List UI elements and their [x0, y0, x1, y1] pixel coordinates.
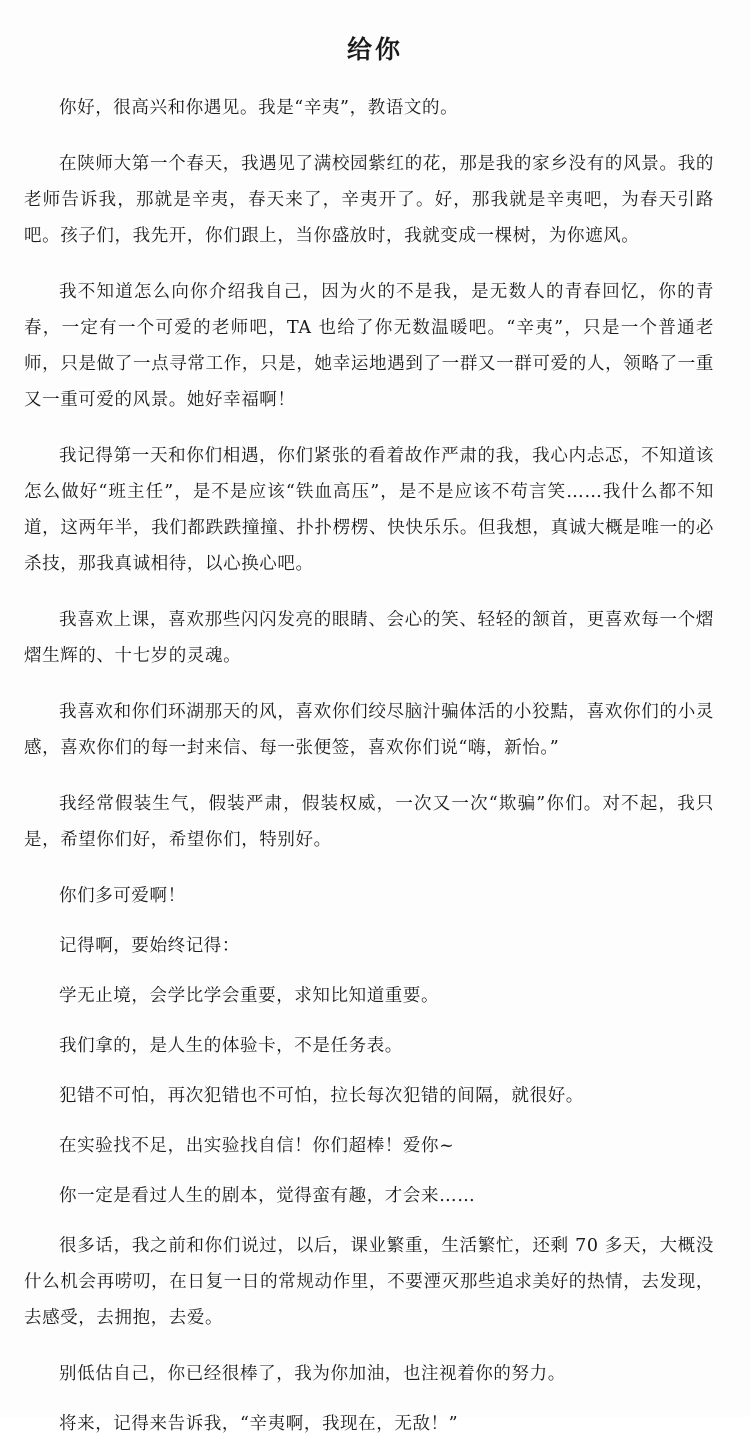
paragraph-mistakes: 犯错不可怕，再次犯错也不可怕，拉长每次犯错的间隔，就很好。 [59, 1086, 584, 1106]
paragraph-remember: 记得啊，要始终记得： [59, 936, 240, 956]
paragraph-love-class: 我喜欢上课，喜欢那些闪闪发亮的眼睛、会心的笑、轻轻的颔首，更喜欢每一个熠熠生辉的、十七岁的灵魂。 [24, 610, 714, 666]
letter-body [24, 90, 714, 1456]
paragraph-dont-underestimate: 别低估自己，你已经很棒了，我为你加油，也注视着你的努力。 [59, 1364, 566, 1384]
paragraph-greeting: 你好，很高兴和你遇见。我是“辛夷”，教语文的。 [59, 98, 459, 118]
paragraph-pretend: 我经常假装生气，假装严肃，假装权威，一次又一次“欺骗”你们。对不起，我只是，希望你们好，希望你们，特别好。 [24, 794, 714, 850]
paragraph-first-day: 我记得第一天和你们相遇，你们紧张的看着故作严肃的我，我心内忐忑，不知道该怎么做好“班主任”，是不是应该“铁血高压”，是不是应该不苟言笑……我什么都不知道，这两年半，我们都跌跌撞撞、扑扑楞楞、快快乐乐。但我想，真诚大概是唯一的必杀技，那我真诚相待，以心换心吧。 [24, 446, 714, 574]
paragraph-introduction: 我不知道怎么向你介绍我自己，因为火的不是我，是无数人的青春回忆，你的青春，一定有一个可爱的老师吧，TA 也给了你无数温暖吧。“辛夷”，只是一个普通老师，只是做了一点寻常工作，只是，她幸运地遇到了一群又一群可爱的人，领略了一重又一重可爱的风景。她好幸福啊！ [24, 282, 714, 410]
document-title: 给你 [346, 35, 403, 64]
paragraph-first-spring: 在陕师大第一个春天，我遇见了满校园紫红的花，那是我的家乡没有的风景。我的老师告诉我，那就是辛夷，春天来了，辛夷开了。好，那我就是辛夷吧，为春天引路吧。孩子们，我先开，你们跟上，当你盛放时，我就变成一棵树，为你遮风。 [24, 154, 714, 246]
paragraph-lovely: 你们多可爱啊！ [59, 886, 186, 906]
paragraph-future: 将来，记得来告诉我，“辛夷啊，我现在，无敌！” [59, 1414, 459, 1434]
paragraph-experience-card: 我们拿的，是人生的体验卡，不是任务表。 [59, 1036, 403, 1056]
paragraph-many-words: 很多话，我之前和你们说过，以后，课业繁重，生活繁忙，还剩 70 多天，大概没什么机会再唠叨，在日复一日的常规动作里，不要湮灭那些追求美好的热情，去发现，去感受，去拥抱，去爱。 [24, 1236, 714, 1328]
paragraph-learning: 学无止境，会学比学会重要，求知比知道重要。 [59, 986, 440, 1006]
paragraph-script: 你一定是看过人生的剧本，觉得蛮有趣，才会来…… [59, 1186, 476, 1206]
paragraph-lake-wind: 我喜欢和你们环湖那天的风，喜欢你们绞尽脑汁骗体活的小狡黠，喜欢你们的小灵感，喜欢你们的每一封来信、每一张便签，喜欢你们说“嗨，新怡。” [24, 702, 714, 758]
paragraph-experiment: 在实验找不足，出实验找自信！你们超棒！爱你~ [59, 1136, 455, 1156]
